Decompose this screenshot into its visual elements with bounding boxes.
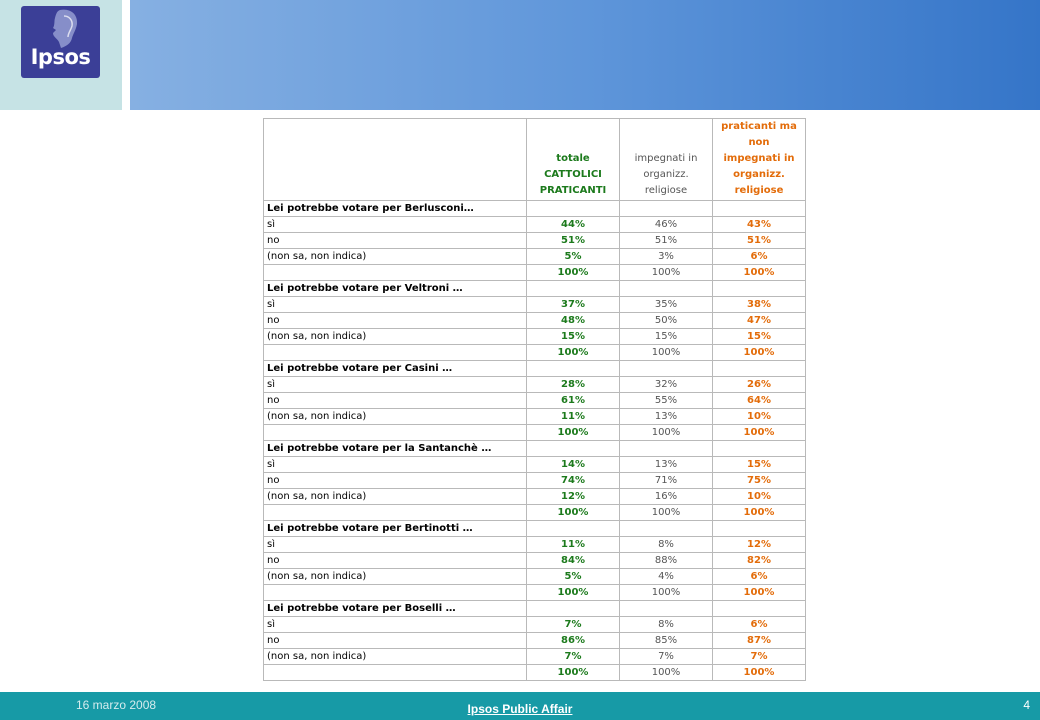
value-cell: 10% — [713, 489, 806, 505]
value-cell: 100% — [713, 585, 806, 601]
value-cell: 100% — [620, 585, 713, 601]
value-cell: 47% — [713, 313, 806, 329]
empty-cell — [713, 281, 806, 297]
total-row — [264, 585, 806, 601]
table-row — [264, 473, 806, 489]
value-cell: 61% — [527, 393, 620, 409]
row-label: sì — [264, 217, 527, 233]
question-label: Lei potrebbe votare per Casini … — [264, 361, 527, 377]
question-row — [264, 601, 806, 617]
value-cell: 50% — [620, 313, 713, 329]
value-cell: 11% — [527, 409, 620, 425]
value-cell: 7% — [713, 649, 806, 665]
value-cell: 7% — [620, 649, 713, 665]
footer-bar — [0, 692, 1040, 720]
footer-date: 16 marzo 2008 — [76, 698, 157, 712]
face-profile-icon — [46, 8, 82, 50]
row-label — [264, 345, 527, 361]
empty-cell — [620, 201, 713, 217]
empty-cell — [620, 521, 713, 537]
table-row — [264, 313, 806, 329]
row-label: (non sa, non indica) — [264, 569, 527, 585]
value-cell: 13% — [620, 409, 713, 425]
value-cell: 74% — [527, 473, 620, 489]
row-label: no — [264, 473, 527, 489]
value-cell: 100% — [713, 425, 806, 441]
value-cell: 100% — [713, 505, 806, 521]
row-label — [264, 585, 527, 601]
header-line: organizz. — [643, 169, 689, 180]
results-table — [263, 118, 806, 681]
row-label: sì — [264, 377, 527, 393]
value-cell: 13% — [620, 457, 713, 473]
row-label — [264, 265, 527, 281]
header-line: non — [748, 137, 770, 148]
value-cell: 100% — [713, 265, 806, 281]
table-row — [264, 377, 806, 393]
header-impegnati — [620, 119, 713, 201]
table-row — [264, 537, 806, 553]
value-cell: 100% — [620, 665, 713, 681]
empty-cell — [527, 441, 620, 457]
value-cell: 55% — [620, 393, 713, 409]
question-label: Lei potrebbe votare per Bertinotti … — [264, 521, 527, 537]
value-cell: 7% — [527, 617, 620, 633]
page-number: 4 — [1023, 698, 1030, 712]
row-label — [264, 505, 527, 521]
row-label: sì — [264, 617, 527, 633]
table-row — [264, 233, 806, 249]
question-row — [264, 201, 806, 217]
header-line: organizz. — [733, 169, 785, 180]
value-cell: 100% — [713, 345, 806, 361]
header-line: PRATICANTI — [539, 185, 607, 196]
row-label: no — [264, 633, 527, 649]
value-cell: 15% — [527, 329, 620, 345]
table-row — [264, 553, 806, 569]
total-row — [264, 425, 806, 441]
empty-cell — [527, 521, 620, 537]
table-row — [264, 457, 806, 473]
value-cell: 6% — [713, 569, 806, 585]
value-cell: 15% — [620, 329, 713, 345]
value-cell: 8% — [620, 537, 713, 553]
value-cell: 100% — [620, 345, 713, 361]
total-row — [264, 665, 806, 681]
value-cell: 4% — [620, 569, 713, 585]
value-cell: 5% — [527, 249, 620, 265]
value-cell: 43% — [713, 217, 806, 233]
table-row — [264, 617, 806, 633]
header-line: praticanti ma — [721, 121, 797, 132]
logo-panel — [0, 0, 122, 110]
value-cell: 75% — [713, 473, 806, 489]
table-row — [264, 489, 806, 505]
footer-org-link[interactable]: Ipsos Public Affair — [467, 702, 573, 716]
value-cell: 7% — [527, 649, 620, 665]
total-row — [264, 265, 806, 281]
empty-cell — [527, 201, 620, 217]
header-divider — [122, 0, 130, 110]
header-praticanti-non-impegnati — [713, 119, 806, 201]
value-cell: 44% — [527, 217, 620, 233]
empty-cell — [620, 601, 713, 617]
header-line: CATTOLICI — [544, 169, 602, 180]
header-band — [130, 0, 1040, 110]
question-label: Lei potrebbe votare per la Santanchè … — [264, 441, 527, 457]
row-label: no — [264, 553, 527, 569]
row-label — [264, 665, 527, 681]
value-cell: 12% — [527, 489, 620, 505]
question-label: Lei potrebbe votare per Veltroni … — [264, 281, 527, 297]
row-label: sì — [264, 297, 527, 313]
value-cell: 48% — [527, 313, 620, 329]
empty-cell — [713, 521, 806, 537]
table-row — [264, 393, 806, 409]
header-line: religiose — [644, 185, 688, 196]
table-row — [264, 297, 806, 313]
value-cell: 100% — [620, 425, 713, 441]
ipsos-logo — [21, 6, 100, 78]
table-row — [264, 217, 806, 233]
row-label: no — [264, 393, 527, 409]
value-cell: 8% — [620, 617, 713, 633]
value-cell: 84% — [527, 553, 620, 569]
value-cell: 85% — [620, 633, 713, 649]
value-cell: 14% — [527, 457, 620, 473]
value-cell: 100% — [527, 265, 620, 281]
table-row — [264, 329, 806, 345]
question-label: Lei potrebbe votare per Boselli … — [264, 601, 527, 617]
value-cell: 26% — [713, 377, 806, 393]
value-cell: 100% — [713, 665, 806, 681]
value-cell: 100% — [620, 265, 713, 281]
question-row — [264, 441, 806, 457]
row-label: (non sa, non indica) — [264, 409, 527, 425]
value-cell: 28% — [527, 377, 620, 393]
empty-cell — [527, 601, 620, 617]
row-label: no — [264, 233, 527, 249]
value-cell: 6% — [713, 617, 806, 633]
value-cell: 46% — [620, 217, 713, 233]
value-cell: 32% — [620, 377, 713, 393]
value-cell: 51% — [620, 233, 713, 249]
value-cell: 3% — [620, 249, 713, 265]
table-header-row — [264, 119, 806, 201]
header-line: impegnati in — [723, 153, 795, 164]
empty-cell — [620, 361, 713, 377]
question-row — [264, 361, 806, 377]
value-cell: 100% — [527, 345, 620, 361]
value-cell: 100% — [527, 665, 620, 681]
empty-cell — [713, 441, 806, 457]
total-row — [264, 505, 806, 521]
value-cell: 5% — [527, 569, 620, 585]
value-cell: 82% — [713, 553, 806, 569]
header-line: impegnati in — [634, 153, 698, 164]
row-label: (non sa, non indica) — [264, 649, 527, 665]
row-label: sì — [264, 457, 527, 473]
logo-text: Ipsos — [30, 45, 91, 69]
value-cell: 100% — [527, 505, 620, 521]
value-cell: 16% — [620, 489, 713, 505]
value-cell: 86% — [527, 633, 620, 649]
table-row — [264, 649, 806, 665]
row-label: (non sa, non indica) — [264, 329, 527, 345]
value-cell: 51% — [713, 233, 806, 249]
row-label: (non sa, non indica) — [264, 249, 527, 265]
row-label: no — [264, 313, 527, 329]
empty-cell — [713, 361, 806, 377]
question-row — [264, 281, 806, 297]
header-empty-cell — [264, 119, 527, 201]
value-cell: 100% — [620, 505, 713, 521]
table-row — [264, 633, 806, 649]
value-cell: 87% — [713, 633, 806, 649]
value-cell: 38% — [713, 297, 806, 313]
empty-cell — [527, 281, 620, 297]
question-label: Lei potrebbe votare per Berlusconi… — [264, 201, 527, 217]
value-cell: 12% — [713, 537, 806, 553]
value-cell: 15% — [713, 457, 806, 473]
value-cell: 11% — [527, 537, 620, 553]
value-cell: 100% — [527, 425, 620, 441]
value-cell: 10% — [713, 409, 806, 425]
empty-cell — [713, 201, 806, 217]
header-line: totale — [556, 153, 590, 164]
empty-cell — [620, 281, 713, 297]
row-label: sì — [264, 537, 527, 553]
empty-cell — [620, 441, 713, 457]
total-row — [264, 345, 806, 361]
header-line: religiose — [734, 185, 784, 196]
value-cell: 15% — [713, 329, 806, 345]
empty-cell — [713, 601, 806, 617]
row-label — [264, 425, 527, 441]
table-row — [264, 569, 806, 585]
row-label: (non sa, non indica) — [264, 489, 527, 505]
question-row — [264, 521, 806, 537]
empty-cell — [527, 361, 620, 377]
value-cell: 100% — [527, 585, 620, 601]
header-totale-cattolici — [527, 119, 620, 201]
value-cell: 51% — [527, 233, 620, 249]
value-cell: 71% — [620, 473, 713, 489]
value-cell: 37% — [527, 297, 620, 313]
results-table-body — [264, 119, 806, 681]
table-row — [264, 249, 806, 265]
value-cell: 35% — [620, 297, 713, 313]
table-row — [264, 409, 806, 425]
value-cell: 6% — [713, 249, 806, 265]
value-cell: 64% — [713, 393, 806, 409]
value-cell: 88% — [620, 553, 713, 569]
